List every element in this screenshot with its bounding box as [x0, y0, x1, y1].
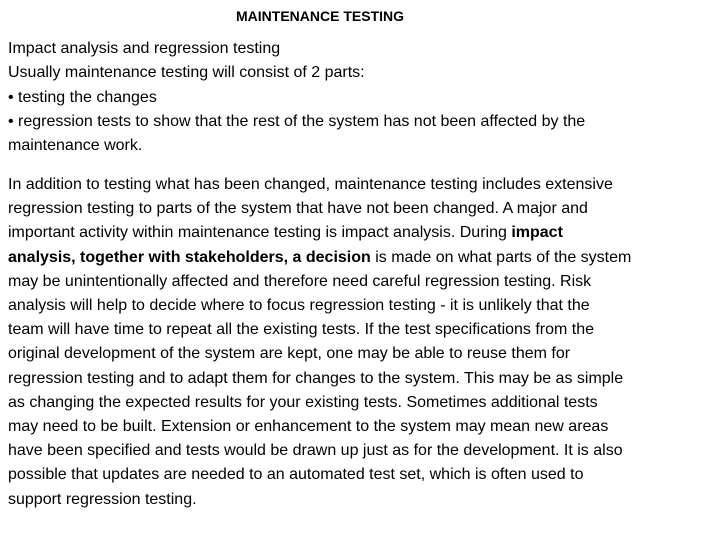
body-line: original development of the system are kept, one may be able to reuse them for — [8, 345, 571, 363]
bullet-item: • regression tests to show that the rest of the system has not been affected by the — [8, 112, 586, 130]
body-line: regression testing to parts of the system that have not been changed. A major and — [8, 200, 588, 218]
body-line: support regression testing. — [8, 490, 197, 508]
body-text: important activity within maintenance testing is impact analysis. During — [8, 224, 512, 242]
body-line: possible that updates are needed to an automated test set, which is often used to — [8, 466, 584, 484]
body-line: team will have time to repeat all the existing tests. If the test specifications from the — [8, 321, 595, 339]
body-line: may be unintentionally affected and therefore need careful regression testing. Risk — [8, 272, 592, 290]
emphasis-text: impact — [511, 224, 563, 242]
intro-paragraph — [8, 37, 708, 158]
intro-line: Impact analysis and regression testing — [8, 40, 281, 57]
body-text: is made on what parts of the system — [370, 248, 632, 266]
emphasis-text: analysis, together with stakeholders, a decision — [8, 248, 371, 266]
body-line: regression testing and to adapt them for changes to the system. This may be as simple — [8, 369, 624, 387]
body-line — [8, 246, 712, 270]
body-line: as changing the expected results for your existing tests. Sometimes additional tests — [8, 393, 598, 411]
body-line — [8, 221, 712, 245]
body-line: analysis will help to decide where to focus regression testing - it is unlikely that the — [8, 297, 590, 315]
body-line: may need to be built. Extension or enhancement to the system may mean new areas — [8, 418, 609, 436]
body-line: have been specified and tests would be drawn up just as for the development. It is also — [8, 442, 623, 460]
bullet-item-continuation: maintenance work. — [8, 137, 143, 155]
intro-line: Usually maintenance testing will consist of 2 parts: — [8, 64, 365, 82]
bullet-item: • testing the changes — [8, 88, 157, 106]
body-line: In addition to testing what has been changed, maintenance testing includes extensive — [8, 176, 613, 193]
body-paragraph — [8, 173, 712, 512]
page-title: MAINTENANCE TESTING — [236, 8, 404, 24]
